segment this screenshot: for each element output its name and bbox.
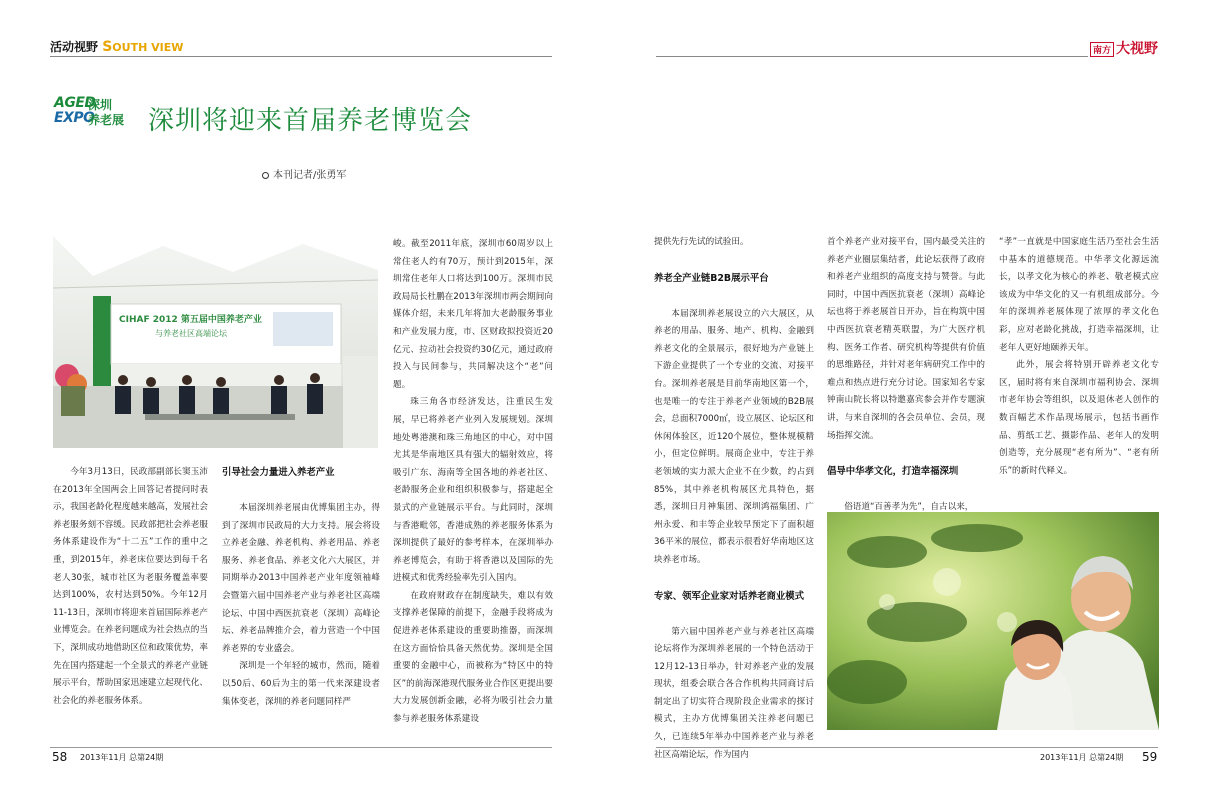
logo-line-2: EXPO xyxy=(54,110,95,126)
banner-title: CIHAF 2012 第五届中国养老产业 xyxy=(119,315,262,325)
body-paragraph: 今年3月13日，民政部副部长窦玉沛在2013年全国两会上回答记者提问时表示，我国老龄化程度越来越高，发展社会养老服务刻不容缓。民政部把社会养老服务体系建设作为“十二五”工作的重中之重，到2015年，养老床位要达到每千名老人30张，城市社区为老服务覆盖率要达到100%，农村达到50%。今年12月11-13日，深圳市将迎来首届国际养老产业博览会。在养老问题成为社会热点的当下，深圳成功地借助区位和政策优势，率先在国内搭建起一个全景式的养老产业链展示平台，帮助国家迅速建立起现代化、社会化的养老服务体系。 xyxy=(53,467,208,706)
section-label-right: 大视野 xyxy=(1116,41,1158,57)
text-column-2 xyxy=(222,464,380,711)
logo-line-1: AGED xyxy=(54,95,96,111)
text-column-5 xyxy=(827,234,985,517)
section-header-left xyxy=(50,38,183,55)
section-header-right xyxy=(1090,38,1158,58)
body-paragraph: 俗语道“百善孝为先”，自古以来， xyxy=(844,502,974,513)
section-heading: 倡导中华孝文化，打造幸福深圳 xyxy=(827,466,959,478)
text-column-3 xyxy=(393,236,553,729)
brand-box-icon: 南方 xyxy=(1090,42,1114,57)
footer-rule-right xyxy=(656,747,1158,748)
body-paragraph: 峻。截至2011年底，深圳市60周岁以上常住老人约有70万，预计到2015年，深圳常住老年人口将达到100万。深圳市民政局局长杜鹏在2013年深圳市两会期间向媒体介绍，未来几年将加大老龄服务事业和产业发展力度，市、区财政拟投资近20亿元、拉动社会投资约30亿元，通过政府投入与民间参与，共同解决这个“老”问题。 xyxy=(393,239,553,390)
paragraph-gap xyxy=(654,570,814,588)
header-rule-left xyxy=(50,56,552,57)
body-paragraph: 本届深圳养老展设立的六大展区，从养老的用品、服务、地产、机构、金融到养老文化的全景展示，很好地为产业链上下游企业提供了一个专业的交流、对接平台。深圳养老展是目前华南地区第一个，也是唯一的专注于养老产业领域的B2B展会，总面积7000㎡，设立展区、论坛区和休闲体验区，近120个展位，整体规模精小，但定位鲜明。展商企业中，专注于养老领域的实力派大企业不在少数，约占到85%，其中养老机构展区尤具特色，据悉，深圳日月神集团、深圳鸿福集团、广州永爱、和丰等企业较早预定下了面积超36平米的展位，都表示很看好华南地区这块养老市场。 xyxy=(654,308,814,565)
body-paragraph: 珠三角各市经济发达，注重民生发展，早已将养老产业列入发展规划。深圳地处粤港澳和珠三角地区的中心，对中国尤其是华南地区具有强大的辐射效应，将吸引广东、海南等全国各地的养老社区、老龄服务企业和组织积极参与，搭建起全景式的产业链展示平台。与此同时，深圳与香港毗邻，香港成熟的养老服务体系为深圳提供了最好的参考样本，在深圳举办养老博览会，有助于将香港以及国际的先进模式和优秀经验率先引入国内。 xyxy=(393,397,553,584)
paragraph-gap xyxy=(827,481,985,499)
body-paragraph: 在政府财政存在制度缺失，难以有效支撑养老保障的前提下，金融手段将成为促进养老体系建设的重要助推器，而深圳在这方面恰恰具备天然优势。深圳是全国重要的金融中心，而被称为“特区中的特区”的前海深港现代服务业合作区更提出要大力发展创新金融，必将为吸引社会力量参与养老服务体系建设 xyxy=(393,590,553,725)
body-paragraph: 本届深圳养老展由优博集团主办，得到了深圳市民政局的大力支持。展会将设立养老金融、养老机构、养老用品、养老服务、养老食品、养老文化六大展区，并同期举办2013中国养老产业年度领袖峰会暨第六届中国养老产业与养老社区高端论坛、中国中西医抗衰老（深圳）高峰论坛、养老品牌推介会，着力营造一个中国养老界的专业盛会。 xyxy=(222,503,380,654)
issue-date-right: 2013年11月 总第24期 xyxy=(1040,753,1124,762)
brand-label: SOUTH VIEW xyxy=(102,39,184,55)
header-rule-right xyxy=(656,56,1088,57)
forum-stage-illustration xyxy=(53,236,378,448)
body-paragraph: 深圳是一个年轻的城市，然而，随着以50后、60后为主的第一代来深建设者集体变老，深圳的养老问题同样严 xyxy=(222,661,380,707)
article-author: 本刊记者/张勇军 xyxy=(262,166,346,181)
paragraph-gap xyxy=(827,445,985,463)
logo-cn-1: 深圳 xyxy=(88,98,113,112)
section-heading: 引导社会力量进入养老产业 xyxy=(222,467,335,478)
page-number-right: 59 xyxy=(1142,750,1158,764)
couple-illustration xyxy=(827,512,1159,730)
banner-subtitle: 与养老社区高端论坛 xyxy=(155,329,227,338)
article-title: 深圳将迎来首届养老博览会 xyxy=(148,106,473,136)
section-heading: 养老全产业链B2B展示平台 xyxy=(654,272,769,284)
section-label: 活动视野 xyxy=(50,40,99,54)
body-paragraph: 提供先行先试的试验田。 xyxy=(654,237,749,247)
paragraph-gap xyxy=(654,252,814,270)
bullet-icon xyxy=(262,172,269,179)
body-paragraph: 第六届中国养老产业与养老社区高端论坛将作为深圳养老展的一个特色活动于12月12-13日举办，针对养老产业的发展现状，组委会联合各合作机构共同商讨后制定出了切实符合现阶段企业需求的探讨模式，主办方优博集团关注养老问题已久，已连续5年举办中国养老产业与养老社区高端论坛，作为国内 xyxy=(654,626,814,760)
paragraph-gap xyxy=(654,606,814,624)
section-heading: 专家、领军企业家对话养老商业模式 xyxy=(654,590,805,602)
forum-photo xyxy=(53,236,378,448)
aged-expo-logo xyxy=(54,96,134,132)
footer-rule-left xyxy=(50,747,552,748)
text-column-6 xyxy=(999,234,1159,480)
issue-date-left: 2013年11月 总第24期 xyxy=(80,753,164,762)
couple-photo xyxy=(827,512,1159,730)
logo-cn-2: 养老展 xyxy=(88,113,125,127)
page-number-left: 58 xyxy=(52,750,68,764)
paragraph-gap xyxy=(654,288,814,306)
text-column-1 xyxy=(53,464,208,710)
body-paragraph: 此外，展会将特别开辟养老文化专区，届时将有来自深圳市福利协会、深圳市老年协会等组织，以及退休老人创作的数百幅艺术作品现场展示，包括书画作品、剪纸工艺、摄影作品、老年人的发明创造等，充分展现“老有所为”、“老有所乐”的新时代释义。 xyxy=(999,360,1159,476)
body-paragraph: “孝”一直就是中国家庭生活乃至社会生活中基本的道德规范。中华孝文化源远流长，以孝文化为核心的养老、敬老模式应该成为中华文化的又一有机组成部分。今年的深圳养老展体现了浓厚的孝文化色彩，应对老龄化挑战，打造幸福深圳，让老年人更好地颐养天年。 xyxy=(999,237,1159,353)
paragraph-gap xyxy=(222,482,380,500)
body-paragraph: 首个养老产业对接平台，国内最受关注的养老产业圈层集结者，此论坛获得了政府和养老产业组织的高度支持与赞誉。与此同时，中国中西医抗衰老（深圳）高峰论坛也将于养老展首日开办，旨在构筑中国中西医抗衰老精英联盟，为广大医疗机构、医务工作者、研究机构等提供有价值的思维路径，并针对老年病研究工作中的难点和热点进行充分讨论。国家知名专家钟南山院长将以特邀嘉宾参会并作专题演讲，与来自深圳的各会员单位、会员，现场指挥交流。 xyxy=(827,237,985,441)
text-column-4 xyxy=(654,234,814,764)
